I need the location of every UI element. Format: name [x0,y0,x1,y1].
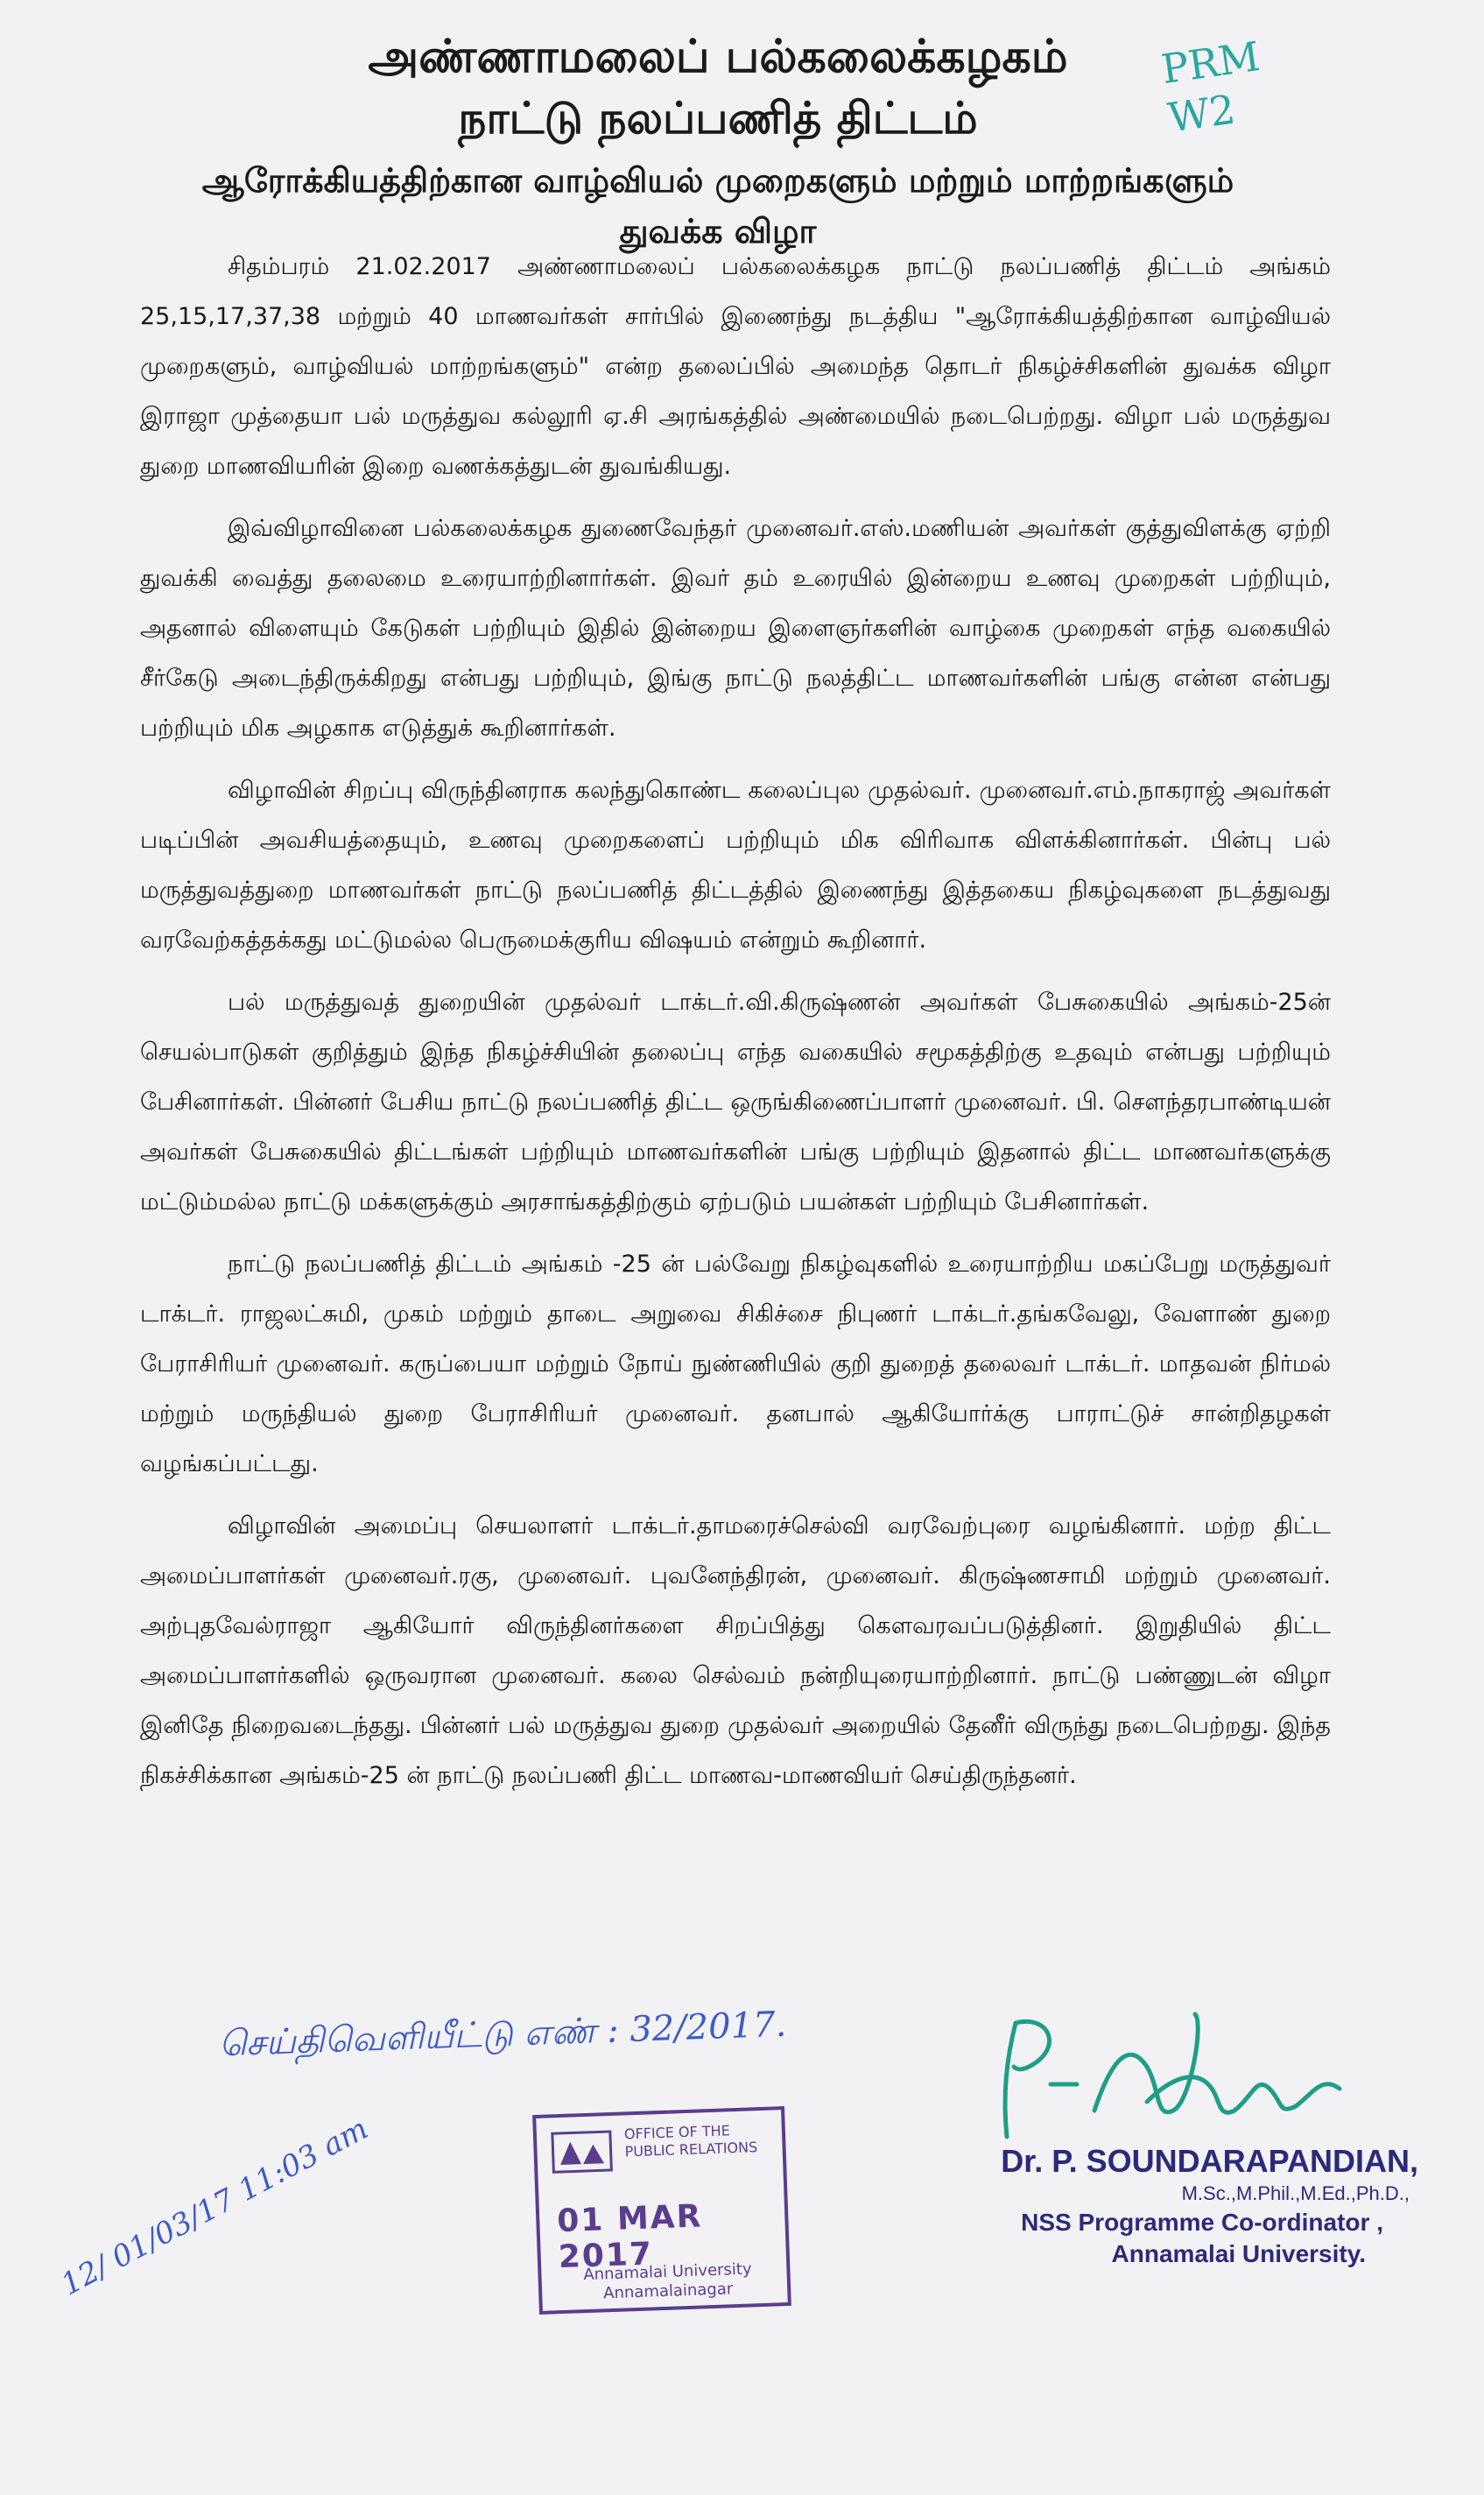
press-release-number-note: செய்திவெளியீட்டு எண் : 32/2017. [218,2004,787,2065]
signatory-university: Annamalai University. [1111,2240,1366,2267]
event-subtitle: துவக்க விழா [619,212,817,250]
event-title: ஆரோக்கியத்திற்கான வாழ்வியல் முறைகளும் மற்றும் மாற்றங்களும் [201,161,1234,200]
margin-annotation: PRM W2 [1158,32,1263,142]
document-header [105,26,1331,256]
university-title: அண்ணாமலைப் பல்கலைக்கழகம் [368,31,1068,83]
paragraph: இவ்விழாவினை பல்கலைக்கழக துணைவேந்தர் முனைவர்.எஸ்.மணியன் அவர்கள் குத்துவிளக்கு ஏற்றி துவக்கி வைத்து தலைமை உரையாற்றினார்கள். இவர் தம் உரையில் இன்றைய உணவு முறைகள் பற்றியும், அதனால் விளையும் கேடுகள் பற்றியும் இதில் இன்றைய இளைஞர்களின் வாழ்கை முறைகள் எந்த வகையில் சீர்கேடு அடைந்திருக்கிறது என்பது பற்றியும், இங்கு நாட்டு நலத்திட்ட மாணவர்களின் பங்கு என்ன என்பது பற்றியும் மிக அழகாக எடுத்துக் கூறினார்கள். [140,515,1331,742]
stamp-place: Annamalai University Annamalainagar [583,2259,752,2303]
signatory-name: Dr. P. SOUNDARAPANDIAN, [1001,2143,1418,2179]
emblem-icon [549,2128,615,2176]
paragraph: விழாவின் சிறப்பு விருந்தினராக கலந்துகொண்ட கலைப்புல முதல்வர். முனைவர்.எம்.நாகராஜ் அவர்கள் படிப்பின் அவசியத்தையும், உணவு முறைகளைப் பற்றியும் மிக விரிவாக விளக்கினார்கள். பின்பு பல் மருத்துவத்துறை மாணவர்கள் நாட்டு நலப்பணித் திட்டத்தில் இணைந்து இத்தகைய நிகழ்வுகளை நடத்துவது வரவேற்கத்தக்கது மட்டுமல்ல பெருமைக்குரிய விஷயம் என்றும் கூறினார். [140,777,1331,954]
signatory-degrees: M.Sc.,M.Phil.,M.Ed.,Ph.D., [1181,2182,1410,2204]
office-stamp [532,2106,791,2315]
stamp-date: 01 MAR 2017 [556,2198,704,2276]
signatory-role: NSS Programme Co-ordinator , [1021,2209,1383,2236]
paragraph: சிதம்பரம் 21.02.2017 அண்ணாமலைப் பல்கலைக்கழக நாட்டு நலப்பணித் திட்டம் அங்கம் 25,15,17,37,38 மற்றும் 40 மாணவர்கள் சார்பில் இணைந்து நடத்திய "ஆரோக்கியத்திற்கான வாழ்வியல் முறைகளும், வாழ்வியல் மாற்றங்களும்" என்ற தலைப்பில் அமைந்த தொடர் நிகழ்ச்சிகளின் துவக்க விழா இராஜா முத்தையா பல் மருத்துவ கல்லூரி ஏ.சி அரங்கத்தில் அண்மையில் நடைபெற்றது. விழா பல் மருத்துவ துறை மாணவியரின் இறை வணக்கத்துடன் துவங்கியது. [140,253,1331,480]
stamp-heading: OFFICE OF THE PUBLIC RELATIONS [623,2122,758,2160]
scheme-title: நாட்டு நலப்பணித் திட்டம் [458,93,978,144]
paragraph: பல் மருத்துவத் துறையின் முதல்வர் டாக்டர்.வி.கிருஷ்ணன் அவர்கள் பேசுகையில் அங்கம்-25ன் செயல்பாடுகள் குறித்தும் இந்த நிகழ்ச்சியின் தலைப்பு எந்த வகையில் சமூகத்திற்கு உதவும் என்பது பற்றியும் பேசினார்கள். பின்னர் பேசிய நாட்டு நலப்பணித் திட்ட ஒருங்கிணைப்பாளர் முனைவர். பி. சௌந்தரபாண்டியன் அவர்கள் பேசுகையில் திட்டங்கள் பற்றியும் மாணவர்களின் பங்கு பற்றியும் இதனால் திட்ட மாணவர்களுக்கு மட்டும்மல்ல நாட்டு மக்களுக்கும் அரசாங்கத்திற்கும் ஏற்படும் பயன்கள் பற்றியும் பேசினார்கள். [140,989,1331,1216]
paragraph: நாட்டு நலப்பணித் திட்டம் அங்கம் -25 ன் பல்வேறு நிகழ்வுகளில் உரையாற்றிய மகப்பேறு மருத்துவர் டாக்டர். ராஜலட்சுமி, முகம் மற்றும் தாடை அறுவை சிகிச்சை நிபுணர் டாக்டர்.தங்கவேலு, வேளாண் துறை பேராசிரியர் முனைவர். கருப்பையா மற்றும் நோய் நுண்ணியில் குறி துறைத் தலைவர் டாக்டர். மாதவன் நிர்மல் மற்றும் மருந்தியல் துறை பேராசிரியர் முனைவர். தனபால் ஆகியோர்க்கு பாராட்டுச் சான்றிதழகள் வழங்கப்பட்டது. [140,1251,1331,1477]
received-date-note: 12/ 01/03/17 11:03 am [55,2111,374,2303]
paragraph: விழாவின் அமைப்பு செயலாளர் டாக்டர்.தாமரைச்செல்வி வரவேற்புரை வழங்கினார். மற்ற திட்ட அமைப்பாளர்கள் முனைவர்.ரகு, முனைவர். புவனேந்திரன், முனைவர். கிருஷ்ணசாமி மற்றும் முனைவர். அற்புதவேல்ராஜா ஆகியோர் விருந்தினர்களை சிறப்பித்து கௌவரவப்படுத்தினர். இறுதியில் திட்ட அமைப்பாளர்களில் ஒருவரான முனைவர். கலை செல்வம் நன்றியுரையாற்றினார். நாட்டு பண்ணுடன் விழா இனிதே நிறைவடைந்தது. பின்னர் பல் மருத்துவ துறை முதல்வர் அறையில் தேனீர் விருந்து நடைபெற்றது. இந்த நிகச்சிக்கான அங்கம்-25 ன் நாட்டு நலப்பணி திட்ட மாணவ-மாணவியர் செய்திருந்தனர். [140,1512,1331,1789]
signature-block [963,2142,1418,2270]
signature-icon [981,2005,1366,2154]
document-body [140,242,1331,1813]
